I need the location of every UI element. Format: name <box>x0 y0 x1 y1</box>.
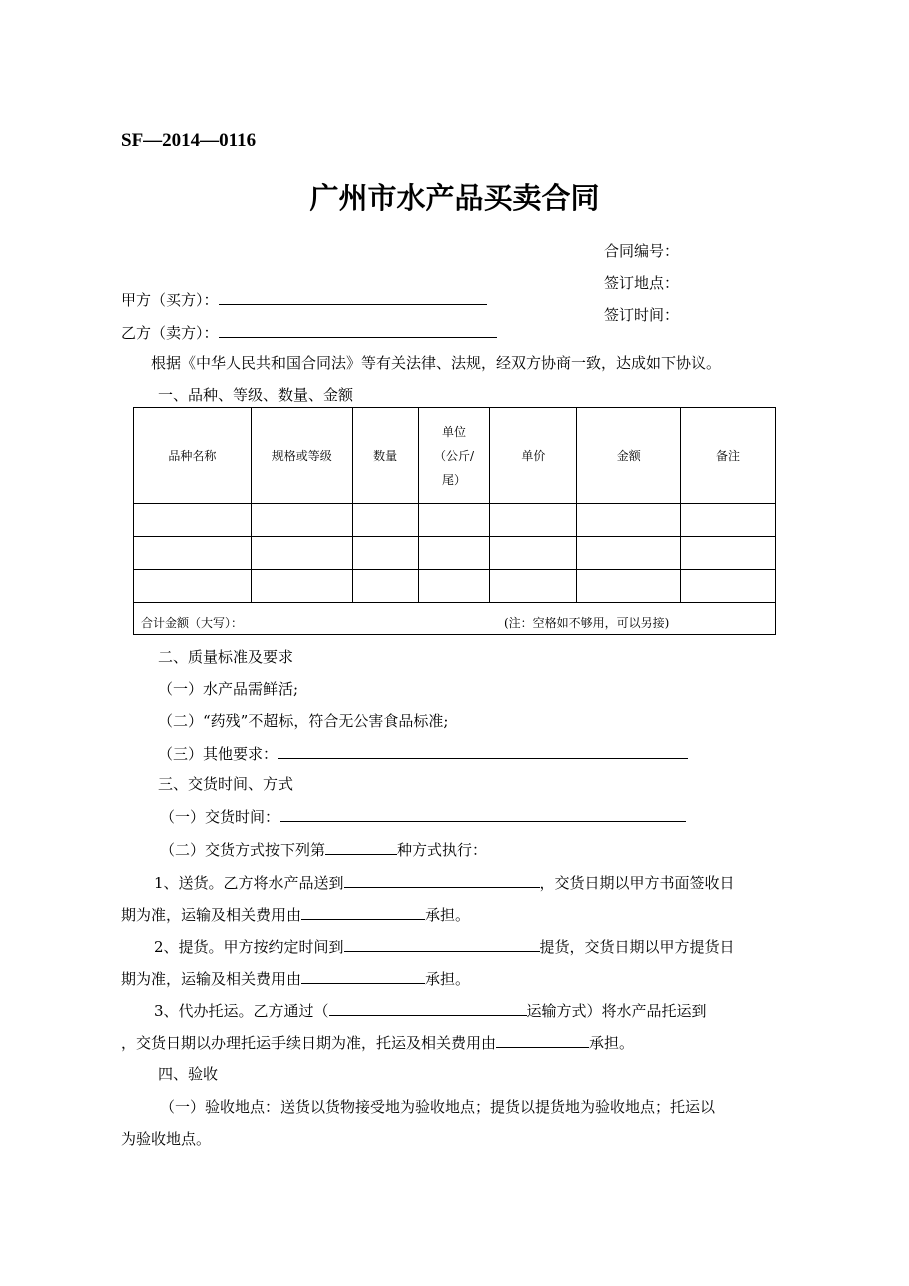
table-cell[interactable] <box>251 570 352 603</box>
buyer-blank[interactable] <box>219 289 487 305</box>
table-cell[interactable] <box>251 504 352 537</box>
table-cell[interactable] <box>418 537 490 570</box>
table-cell[interactable] <box>681 504 776 537</box>
table-cell[interactable] <box>490 570 577 603</box>
consign-text-b: 运输方式）将水产品托运到 <box>526 1002 707 1020</box>
total-amount-label: 合计金额（大写）： <box>141 616 244 630</box>
contract-number-label: 合同编号： <box>604 242 680 260</box>
pickup-line-2 <box>121 968 470 989</box>
buyer-label: 甲方（买方）： <box>121 291 219 309</box>
consign-cost-bearer-blank[interactable] <box>496 1032 589 1048</box>
table-cell[interactable] <box>681 537 776 570</box>
other-requirements-blank[interactable] <box>278 743 688 759</box>
buyer-line <box>121 289 487 310</box>
intro-text: 根据《中华人民共和国合同法》等有关法律、法规，经双方协商一致，达成如下协议。 <box>151 354 722 372</box>
send-delivery-line-2 <box>121 904 470 925</box>
table-note: (注：空格如不够用，可以另接) <box>504 616 670 630</box>
col-unit-line2: （公斤/ <box>433 448 474 463</box>
goods-table <box>133 407 776 635</box>
col-grade: 规格或等级 <box>251 408 352 504</box>
table-row <box>134 504 776 537</box>
table-cell[interactable] <box>681 570 776 603</box>
pickup-place-blank[interactable] <box>344 936 540 952</box>
pickup-cost-bearer-blank[interactable] <box>301 968 425 984</box>
pickup-text-d: 承担。 <box>425 970 471 988</box>
pickup-text-a: 2、提货。甲方按约定时间到 <box>154 938 344 956</box>
section2-heading: 二、质量标准及要求 <box>158 648 294 666</box>
table-cell[interactable] <box>418 504 490 537</box>
delivery-mode-blank[interactable] <box>325 839 397 855</box>
inspection-place-line-2: 为验收地点。 <box>121 1130 212 1148</box>
table-cell[interactable] <box>352 504 418 537</box>
total-cell[interactable] <box>134 603 776 635</box>
table-row <box>134 570 776 603</box>
col-unit-price: 单价 <box>490 408 577 504</box>
table-cell[interactable] <box>134 537 252 570</box>
transport-mode-blank[interactable] <box>329 1000 527 1016</box>
table-cell[interactable] <box>352 570 418 603</box>
delivery-time-line <box>160 806 686 827</box>
table-cell[interactable] <box>134 504 252 537</box>
col-variety: 品种名称 <box>134 408 252 504</box>
send-cost-bearer-blank[interactable] <box>301 904 425 920</box>
delivery-time-label: （一）交货时间： <box>160 808 281 826</box>
sign-time-label: 签订时间： <box>604 306 680 324</box>
col-quantity: 数量 <box>352 408 418 504</box>
col-amount: 金额 <box>577 408 681 504</box>
table-cell[interactable] <box>134 570 252 603</box>
consign-line-1 <box>154 1000 707 1021</box>
delivery-mode-line <box>160 839 487 860</box>
section3-heading: 三、交货时间、方式 <box>158 775 294 793</box>
table-row <box>134 537 776 570</box>
table-cell[interactable] <box>577 537 681 570</box>
send-delivery-text-b: ，交货日期以甲方书面签收日 <box>539 874 735 892</box>
delivery-mode-text-a: （二）交货方式按下列第 <box>160 841 326 859</box>
table-cell[interactable] <box>577 570 681 603</box>
col-remarks: 备注 <box>681 408 776 504</box>
table-cell[interactable] <box>352 537 418 570</box>
table-cell[interactable] <box>490 504 577 537</box>
contract-code: SF—2014—0116 <box>121 130 257 151</box>
pickup-text-c: 期为准，运输及相关费用由 <box>121 970 302 988</box>
send-delivery-text-c: 期为准，运输及相关费用由 <box>121 906 302 924</box>
inspection-place-line-1: （一）验收地点：送货以货物接受地为验收地点；提货以提货地为验收地点；托运以 <box>160 1098 716 1116</box>
total-row <box>134 603 776 635</box>
seller-label: 乙方（卖方）： <box>121 324 219 342</box>
table-cell[interactable] <box>418 570 490 603</box>
delivery-time-blank[interactable] <box>280 806 686 822</box>
consign-line-2 <box>121 1032 634 1053</box>
section4-heading: 四、验收 <box>158 1065 219 1083</box>
col-unit <box>418 408 490 504</box>
col-unit-line1: 单位 <box>441 424 466 439</box>
send-destination-blank[interactable] <box>344 872 540 888</box>
pickup-text-b: 提货，交货日期以甲方提货日 <box>539 938 735 956</box>
send-delivery-line-1 <box>154 872 735 893</box>
delivery-mode-text-b: 种方式执行： <box>397 841 488 859</box>
table-header-row <box>134 408 776 504</box>
seller-blank[interactable] <box>219 322 497 338</box>
seller-line <box>121 322 497 343</box>
send-delivery-text-a: 1、送货。乙方将水产品送到 <box>154 874 344 892</box>
consign-text-a: 3、代办托运。乙方通过（ <box>154 1002 329 1020</box>
pickup-line-1 <box>154 936 735 957</box>
send-delivery-text-d: 承担。 <box>425 906 471 924</box>
table-cell[interactable] <box>251 537 352 570</box>
consign-text-c: ，交货日期以办理托运手续日期为准，托运及相关费用由 <box>121 1034 497 1052</box>
quality-item-2: （二）“药残”不超标，符合无公害食品标准; <box>158 712 449 730</box>
quality-item-3 <box>158 743 688 764</box>
table-cell[interactable] <box>577 504 681 537</box>
section1-heading: 一、品种、等级、数量、金额 <box>158 386 354 404</box>
quality-item-1: （一）水产品需鲜活; <box>158 680 299 698</box>
sign-place-label: 签订地点： <box>604 274 680 292</box>
col-unit-line3: 尾） <box>441 472 466 487</box>
table-cell[interactable] <box>490 537 577 570</box>
other-requirements-label: （三）其他要求： <box>158 745 279 763</box>
consign-text-d: 承担。 <box>589 1034 635 1052</box>
page-title: 广州市水产品买卖合同 <box>309 181 600 215</box>
